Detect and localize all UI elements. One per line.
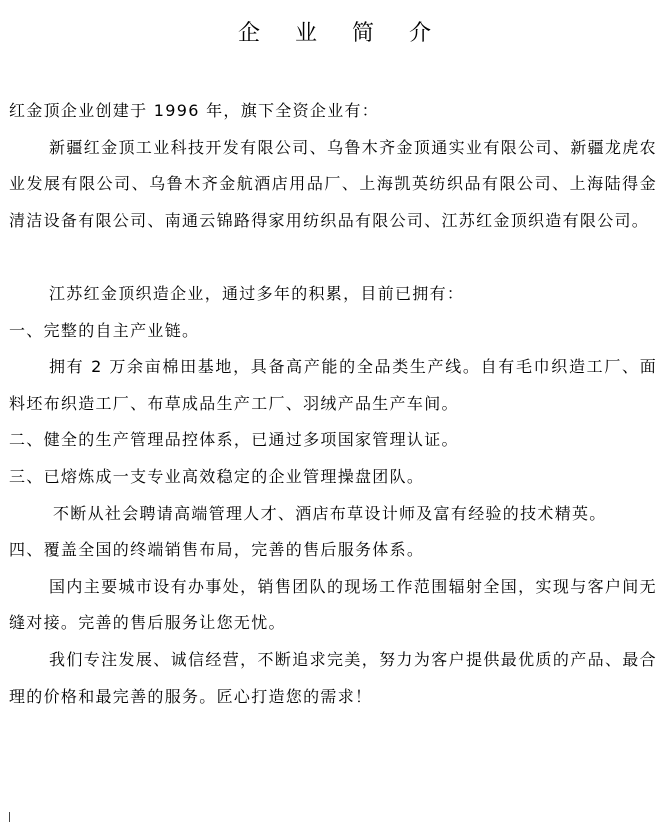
section-two-heading: 二、健全的生产管理品控体系，已通过多项国家管理认证。: [9, 430, 459, 450]
document-title: 企 业 简 介: [238, 21, 445, 46]
closing-paragraph: 我们专注发展、诚信经营，不断追求完美，努力为客户提供最优质的产品、最合理的价格和最完善的服务。匠心打造您的需求！: [9, 649, 657, 706]
subsidiaries-paragraph: 新疆红金顶工业科技开发有限公司、乌鲁木齐金顶通实业有限公司、新疆龙虎农业发展有限公司、乌鲁木齐金航酒店用品厂、上海凯英纺织品有限公司、上海陆得金清洁设备有限公司、南通云锦路得家用纺织品有限公司、江苏红金顶织造有限公司。: [9, 137, 657, 230]
section-three-body: 不断从社会聘请高端管理人才、酒店布草设计师及富有经验的技术精英。: [53, 503, 607, 523]
section-one-body: 拥有 2 万余亩棉田基地，具备高产能的全品类生产线。自有毛巾织造工厂、面料坯布织造工厂、布草成品生产工厂、羽绒产品生产车间。: [9, 357, 657, 413]
jiangsu-intro-paragraph: 江苏红金顶织造企业，通过多年的积累，目前已拥有：: [49, 283, 465, 303]
page-edge-mark: [9, 812, 14, 822]
section-four-heading: 四、覆盖全国的终端销售布局，完善的售后服务体系。: [9, 540, 425, 560]
section-three-heading: 三、已熔炼成一支专业高效稳定的企业管理操盘团队。: [9, 466, 425, 486]
document-body: [9, 93, 657, 715]
section-one-heading: 一、完整的自主产业链。: [9, 320, 200, 340]
section-four-body: 国内主要城市设有办事处，销售团队的现场工作范围辐射全国，实现与客户间无缝对接。完善的售后服务让您无忧。: [9, 576, 657, 633]
paragraph-gap: [9, 239, 657, 276]
intro-paragraph: 红金顶企业创建于 1996 年，旗下全资企业有：: [9, 101, 380, 120]
